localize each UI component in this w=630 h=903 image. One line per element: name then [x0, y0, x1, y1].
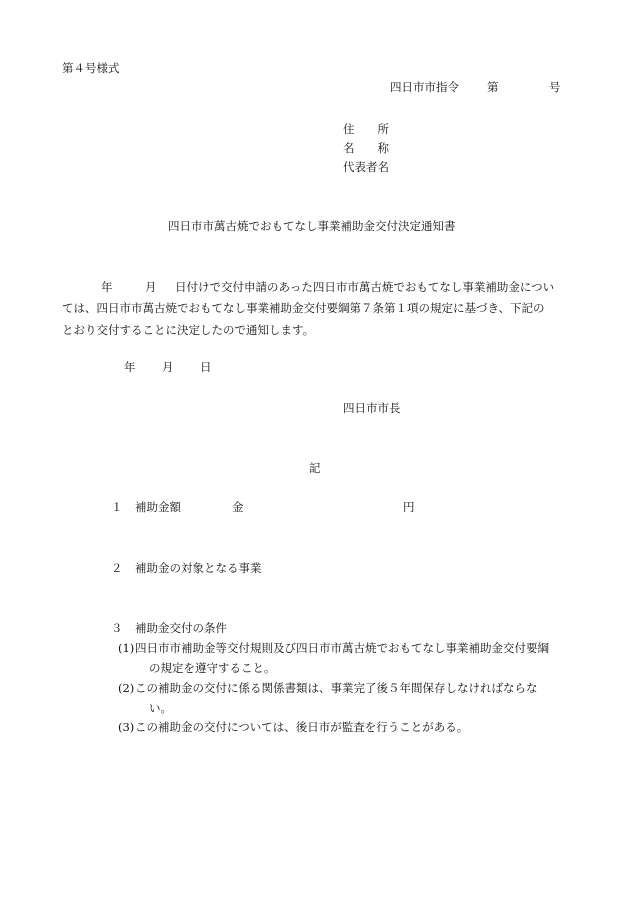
- document-number-go: 号: [549, 80, 561, 94]
- document-number-dai: 第: [487, 80, 499, 94]
- body-line-1: 日付けで交付申請のあった四日市市萬古焼でおもてなし事業補助金につい: [175, 280, 555, 294]
- document-number-prefix: 四日市市指令: [390, 80, 459, 94]
- item-3-number: ３: [111, 621, 123, 635]
- condition-line-1: この補助金の交付については、後日市が監査を行うことがある。: [135, 720, 469, 734]
- item-1-label: 補助金額: [135, 500, 181, 514]
- body-line-2: ては、四日市市萬古焼でおもてなし事業補助金交付要綱第７条第１項の規定に基づき、下記の: [62, 301, 545, 315]
- issue-date-year: 年: [124, 360, 136, 374]
- condition-line-2: の規定を遵守すること。: [149, 661, 276, 675]
- item-2-number: ２: [111, 561, 123, 575]
- ki-heading: 記: [309, 461, 321, 475]
- item-1-yen: 円: [403, 500, 415, 514]
- condition-line-2: い。: [149, 701, 172, 715]
- body-line-3: とおり交付することに決定したので通知します。: [62, 323, 315, 337]
- condition-number: (1): [118, 641, 135, 655]
- body-date-month: 月: [145, 280, 157, 294]
- issuer-name: 四日市市長: [343, 401, 401, 415]
- issue-date-month: 月: [162, 360, 174, 374]
- address-label: 住 所: [343, 122, 389, 136]
- issue-date-day: 日: [200, 360, 212, 374]
- condition-number: (3): [118, 720, 135, 734]
- item-1-number: １: [111, 500, 123, 514]
- page-title: 四日市市萬古焼でおもてなし事業補助金交付決定通知書: [168, 219, 456, 233]
- representative-label: 代表者名: [343, 160, 389, 174]
- body-date-year: 年: [101, 280, 113, 294]
- item-3-label: 補助金交付の条件: [135, 621, 227, 635]
- condition-line-1: この補助金の交付に係る関係書類は、事業完了後５年間保存しなければならな: [135, 681, 538, 695]
- item-1-kin: 金: [232, 500, 244, 514]
- condition-line-1: 四日市市補助金等交付規則及び四日市市萬古焼でおもてなし事業補助金交付要綱: [135, 641, 549, 655]
- condition-number: (2): [118, 681, 135, 695]
- form-number: 第４号様式: [62, 61, 120, 75]
- name-label: 名 称: [343, 141, 389, 155]
- item-2-label: 補助金の対象となる事業: [135, 561, 262, 575]
